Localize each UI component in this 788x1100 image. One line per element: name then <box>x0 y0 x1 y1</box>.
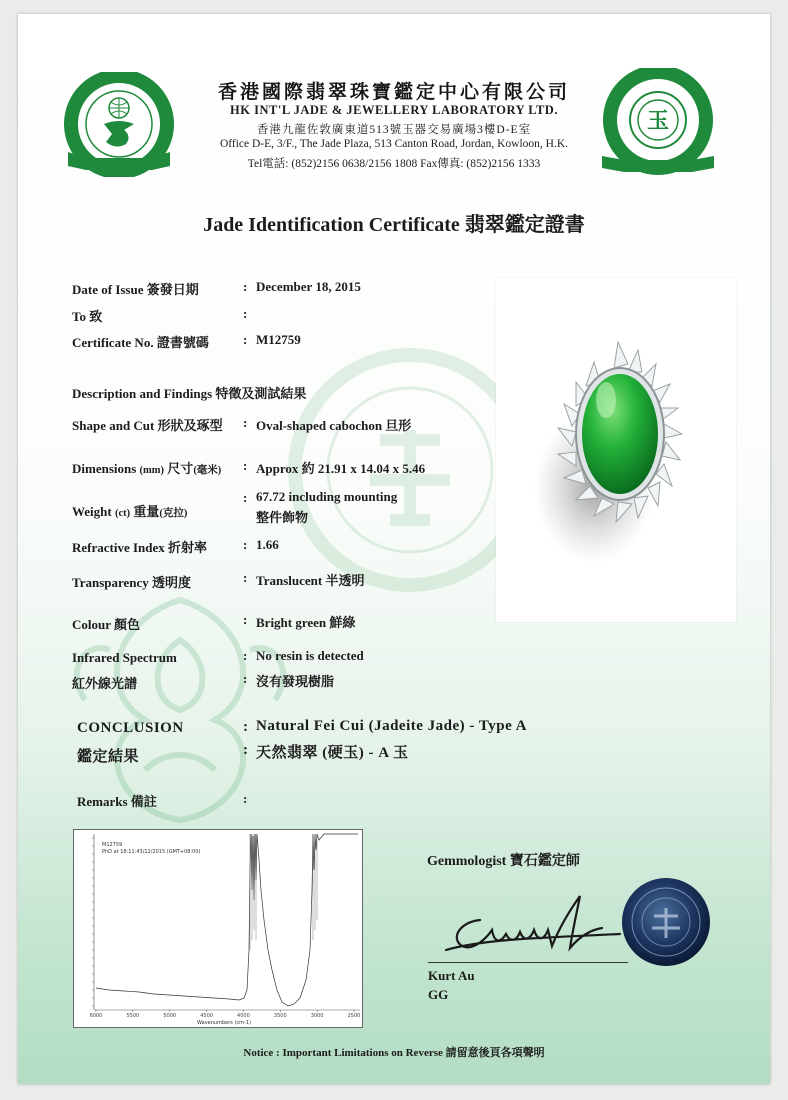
handwritten-signature <box>440 890 630 965</box>
tel-fax: Tel電話: (852)2156 0638/2156 1808 Fax傳真: (852)2156 1333 <box>247 158 541 170</box>
dimensions-unit-zh: (毫米) <box>193 465 222 476</box>
conclusion-label: CONCLUSION <box>77 720 184 736</box>
dimensions-colon: : <box>243 458 248 473</box>
refractive-index-colon: : <box>243 537 248 552</box>
weight-label-en: Weight <box>72 504 112 519</box>
gemmologist-name-block <box>428 966 475 1004</box>
infrared-label-zh: 紅外線光譜 <box>72 676 138 691</box>
conclusion-colon-zh: : <box>243 742 249 758</box>
remarks-label: Remarks 備註 <box>77 794 157 809</box>
spectrum-x-tick: 2500 <box>347 1013 361 1019</box>
weight-label-zh: 重量 <box>133 504 160 519</box>
weight-colon: : <box>243 490 248 505</box>
shape-cut-colon: : <box>243 415 248 430</box>
certificate-number-colon: : <box>243 332 248 347</box>
conclusion-colon: : <box>243 719 249 735</box>
spectrum-x-tick: 4500 <box>200 1013 213 1019</box>
spectrum-x-tick: 3000 <box>310 1013 324 1019</box>
shape-cut-label: Shape and Cut 形狀及琢型 <box>72 418 223 433</box>
description-heading: Description and Findings 特徵及測試結果 <box>72 386 307 401</box>
shape-cut-value: Oval-shaped cabochon 旦形 <box>256 418 412 433</box>
jade-ring-photo <box>496 278 736 622</box>
conclusion-label-zh: 鑑定結果 <box>77 749 140 765</box>
gemmologist-name: Kurt Au <box>428 968 475 983</box>
weight-value: 67.72 including mounting <box>256 489 398 504</box>
certificate-number-value: M12759 <box>256 332 301 347</box>
certificate-number-label: Certificate No. 證書號碼 <box>72 335 209 350</box>
transparency-label: Transparency 透明度 <box>72 575 192 590</box>
infrared-value-zh: 沒有發現樹脂 <box>256 674 335 689</box>
infrared-colon-zh: : <box>243 671 248 686</box>
infrared-spectrum-chart <box>73 829 363 1028</box>
date-label: Date of Issue 簽發日期 <box>72 282 199 297</box>
refractive-index-label: Refractive Index 折射率 <box>72 540 208 555</box>
transparency-value: Translucent 半透明 <box>256 573 365 588</box>
colour-value: Bright green 鮮綠 <box>256 615 356 630</box>
spectrum-x-tick: 3500 <box>273 1013 287 1019</box>
address-chinese: 香港九龍佐敦廣東道513號玉器交易廣場3樓D-E室 <box>256 124 532 136</box>
infrared-value: No resin is detected <box>256 648 364 663</box>
weight-unit: (ct) <box>114 508 131 519</box>
address-english: Office D-E, 3/F., The Jade Plaza, 513 Canton Road, Jordan, Kowloon, H.K. <box>219 138 569 150</box>
gemmologist-label: Gemmologist 寶石鑑定師 <box>427 854 580 869</box>
date-value: December 18, 2015 <box>256 279 361 294</box>
notice-text: Notice : Important Limitations on Reverse 請留意後頁各項聲明 <box>243 1047 545 1059</box>
dimensions-unit: (mm) <box>139 465 165 476</box>
spectrum-x-tick: 4000 <box>237 1013 250 1019</box>
dimensions-value: Approx 約 21.91 x 14.04 x 5.46 <box>256 461 426 476</box>
infrared-label: Infrared Spectrum <box>72 650 177 665</box>
transparency-colon: : <box>243 570 248 585</box>
weight-unit-zh: (克拉) <box>159 508 188 519</box>
date-colon: : <box>243 279 248 294</box>
dimensions-label-zh: 尺寸 <box>167 461 194 476</box>
colour-colon: : <box>243 612 248 627</box>
certificate-title: Jade Identification Certificate 翡翠鑑定證書 <box>203 214 585 236</box>
spectrum-x-axis-label: Wavenumbers (cm-1) <box>197 1020 251 1026</box>
infrared-colon: : <box>243 648 248 663</box>
spectrum-x-tick: 6000 <box>89 1013 103 1019</box>
colour-label: Colour 顏色 <box>72 617 141 632</box>
right-logo-center-char: 玉 <box>646 108 670 134</box>
conclusion-value: Natural Fei Cui (Jadeite Jade) - Type A <box>256 718 528 734</box>
gemmologist-title: GG <box>428 987 449 1002</box>
jade-ring-illustration <box>496 278 736 622</box>
dimensions-label-en: Dimensions <box>72 461 137 476</box>
spectrum-header-line2: PhD at 18:11:43/12/2015 (GMT+08:00) <box>102 849 201 855</box>
spectrum-trace <box>96 834 358 1006</box>
spectrum-x-tick: 5000 <box>163 1013 177 1019</box>
weight-value-zh: 整件飾物 <box>256 510 309 525</box>
spectrum-header-line1: M12759 <box>102 842 123 848</box>
company-name-english: HK INT'L JADE & JEWELLERY LABORATORY LTD. <box>230 103 558 117</box>
spectrum-x-tick: 5500 <box>126 1013 140 1019</box>
weight-label <box>72 501 187 520</box>
to-label: To 致 <box>72 309 103 324</box>
signature-line <box>428 962 628 963</box>
conclusion-value-zh: 天然翡翠 (硬玉) - A 玉 <box>256 745 409 761</box>
remarks-colon: : <box>243 791 248 806</box>
to-colon: : <box>243 306 248 321</box>
dimensions-label <box>72 458 221 477</box>
company-name-chinese: 香港國際翡翠珠寶鑑定中心有限公司 <box>217 82 570 103</box>
refractive-index-value: 1.66 <box>256 537 279 552</box>
hologram-seal <box>620 876 712 968</box>
